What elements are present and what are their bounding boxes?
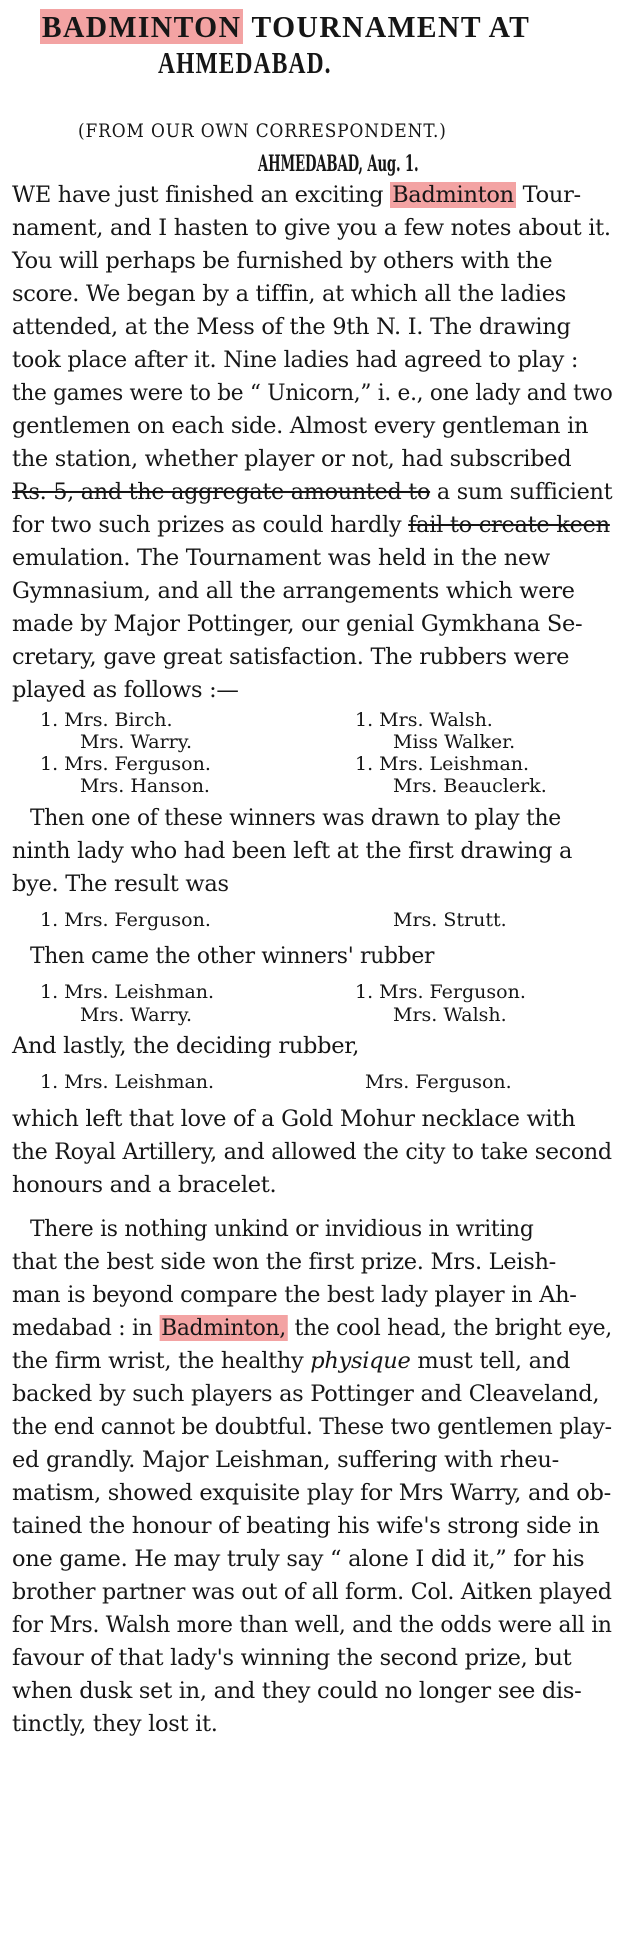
text-line: tinctly, they lost it. xyxy=(12,1711,218,1737)
headline-line2: AHMEDABAD. xyxy=(158,45,332,80)
text-line: You will perhaps be furnished by others with the xyxy=(12,248,553,274)
rubber-entry: 1. Mrs. Ferguson. xyxy=(40,753,211,775)
headline: BADMINTON TOURNAMENT AT xyxy=(41,9,531,44)
text-line: cretary, gave great satisfaction. The rubbers were xyxy=(12,644,570,670)
text-line: tained the honour of beating his wife's strong side in xyxy=(12,1513,600,1539)
highlighted-term: Badminton xyxy=(392,182,514,208)
text-line: There is nothing unkind or invidious in writing xyxy=(30,1216,534,1242)
text-line: the games were to be “ Unicorn,” i. e., one lady and two xyxy=(12,380,613,406)
text-line: attended, at the Mess of the 9th N. I. The drawing xyxy=(12,314,571,340)
text-line: bye. The result was xyxy=(12,871,229,897)
dateline: AHMEDABAD, Aug. 1. xyxy=(258,151,419,177)
rubber-entry: 1. Mrs. Leishman. xyxy=(40,981,215,1003)
rubber-entry: Miss Walker. xyxy=(393,731,516,753)
text-line: emulation. The Tournament was held in the new xyxy=(12,545,550,571)
text-line: Rs. 5, and the aggregate amounted to a sum sufficient xyxy=(12,479,613,505)
text-line: which left that love of a Gold Mohur necklace with xyxy=(12,1106,576,1132)
text-line: medabad : in Badminton, the cool head, the bright eye, xyxy=(12,1315,612,1341)
rubber-entry: 1. Mrs. Ferguson. xyxy=(40,909,211,931)
text-line: favour of that lady's winning the second prize, but xyxy=(12,1645,572,1671)
text-line: made by Major Pottinger, our genial Gymkhana Se- xyxy=(12,611,583,637)
text-line: played as follows :— xyxy=(12,677,239,703)
rubber-entry: 1. Mrs. Leishman. xyxy=(355,753,530,775)
text-line: WE have just finished an exciting Badminton Tour- xyxy=(12,182,581,208)
rubber-entry: 1. Mrs. Leishman. xyxy=(40,1071,215,1093)
text-line: the station, whether player or not, had subscribed xyxy=(12,446,572,472)
rubber-entry: Mrs. Strutt. xyxy=(393,909,507,931)
text-line: brother partner was out of all form. Col. Aitken played xyxy=(12,1579,612,1605)
rubber-entry: Mrs. Warry. xyxy=(80,731,192,753)
text-line: And lastly, the deciding rubber, xyxy=(12,1033,360,1059)
rubber-entry: 1. Mrs. Birch. xyxy=(40,709,173,731)
text-line: matism, showed exquisite play for Mrs Warry, and ob- xyxy=(12,1480,611,1506)
text-line: score. We began by a tiffin, at which all the ladies xyxy=(12,281,566,307)
rubber-entry: 1. Mrs. Ferguson. xyxy=(355,981,526,1003)
text-line: the end cannot be doubtful. These two gentlemen play- xyxy=(12,1414,612,1440)
text-line: that the best side won the first prize. Mrs. Leish- xyxy=(12,1249,556,1275)
text-line: gentlemen on each side. Almost every gentleman in xyxy=(12,413,589,439)
highlighted-term: Badminton, xyxy=(161,1315,286,1341)
rubber-entry: Mrs. Walsh. xyxy=(393,1004,507,1026)
text-line: honours and a bracelet. xyxy=(12,1172,277,1198)
text-line: Gymnasium, and all the arrangements which were xyxy=(12,578,575,604)
text-line: backed by such players as Pottinger and Cleaveland, xyxy=(12,1381,600,1407)
rubber-entry: Mrs. Ferguson. xyxy=(365,1071,512,1093)
text-line: ninth lady who had been left at the first drawing a xyxy=(12,838,573,864)
text-line: the Royal Artillery, and allowed the city to take second xyxy=(12,1139,612,1165)
text-line: nament, and I hasten to give you a few notes about it. xyxy=(12,215,611,241)
text-line: man is beyond compare the best lady player in Ah- xyxy=(12,1282,577,1308)
text-line: when dusk set in, and they could no longer see dis- xyxy=(12,1678,582,1704)
rubber-entry: Mrs. Hanson. xyxy=(80,775,210,797)
text-line: one game. He may truly say “ alone I did it,” for his xyxy=(12,1546,585,1572)
rubber-entry: 1. Mrs. Walsh. xyxy=(355,709,493,731)
highlighted-term: BADMINTON xyxy=(41,9,242,44)
text-line: for two such prizes as could hardly fail to create keen xyxy=(12,512,610,538)
text-line: ed grandly. Major Leishman, suffering with rheu- xyxy=(12,1447,559,1473)
text-line: Then came the other winners' rubber xyxy=(30,943,435,969)
rubber-entry: Mrs. Warry. xyxy=(80,1004,192,1026)
text-line: Then one of these winners was drawn to play the xyxy=(30,805,561,831)
byline: (FROM OUR OWN CORRESPONDENT.) xyxy=(78,120,447,142)
rubber-entry: Mrs. Beauclerk. xyxy=(393,775,547,797)
text-line: for Mrs. Walsh more than well, and the odds were all in xyxy=(12,1612,612,1638)
struck-text: Rs. 5, and the aggregate amounted to xyxy=(12,479,431,505)
struck-text: fail to create keen xyxy=(408,512,610,538)
text-line: the firm wrist, the healthy physique must tell, and xyxy=(12,1348,571,1374)
text-line: took place after it. Nine ladies had agreed to play : xyxy=(12,347,579,373)
